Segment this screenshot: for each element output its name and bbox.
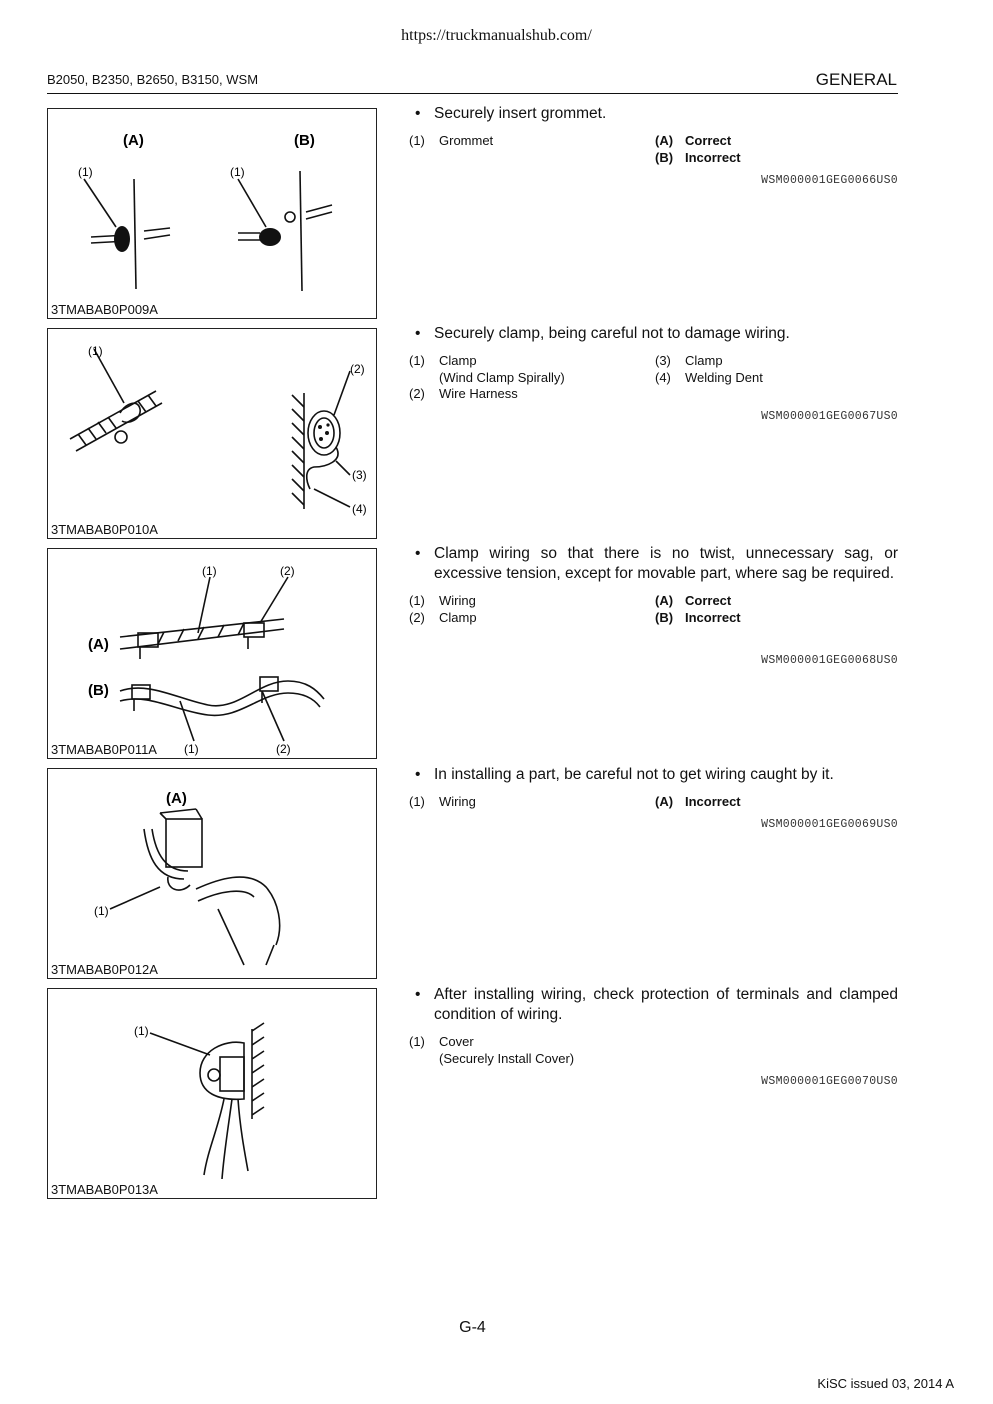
label-b: (B) [88, 682, 109, 699]
legend-item-continued: (Securely Install Cover) [439, 1050, 575, 1066]
legend [407, 133, 898, 166]
instruction-text: • Securely clamp, being careful not to damage wiring. [415, 325, 790, 342]
legend-right [655, 593, 741, 626]
label-b: (B) [294, 132, 315, 149]
legend-left [409, 593, 477, 626]
legend-item: (1) Clamp [409, 353, 477, 368]
legend [407, 353, 898, 403]
label-a: (A) [123, 132, 144, 149]
label-3: (3) [352, 468, 367, 482]
figure-caption: 3TMABAB0P011A [51, 742, 157, 757]
label-a: (A) [88, 636, 109, 653]
section-wiring-caught [407, 765, 898, 831]
figure-clamp [47, 328, 377, 539]
label-1b: (1) [184, 742, 199, 756]
label-1: (1) [202, 564, 217, 578]
reference-code: WSM000001GEG0070US0 [761, 1075, 898, 1088]
legend-item: (A) Incorrect [655, 794, 741, 809]
label-2: (2) [280, 564, 295, 578]
legend-item: (B) Incorrect [655, 609, 741, 625]
instruction-text: • In installing a part, be careful not to get wiring caught by it. [415, 766, 834, 783]
legend-item: (1) Cover [409, 1034, 474, 1049]
source-url[interactable]: https://truckmanualshub.com/ [401, 27, 592, 44]
figure-grommet [47, 108, 377, 319]
legend-item: (A) Correct [655, 133, 732, 148]
label-1: (1) [88, 344, 103, 358]
reference-code: WSM000001GEG0068US0 [761, 654, 898, 667]
figure-caption: 3TMABAB0P012A [51, 962, 158, 977]
label-1b: (1) [230, 165, 245, 179]
wiring-caught-illustration [48, 769, 378, 980]
section-grommet [407, 104, 898, 187]
legend-item: (4) Welding Dent [655, 369, 763, 385]
legend-item-continued: (Wind Clamp Spirally) [439, 369, 565, 385]
terminal-cover-illustration [48, 989, 378, 1200]
issue-note: KiSC issued 03, 2014 A [817, 1376, 954, 1391]
legend-item: (B) Incorrect [655, 149, 741, 165]
instruction-text: • After installing wiring, check protection of terminals and clamped condition of wiring. [415, 986, 898, 1023]
label-1: (1) [94, 904, 109, 918]
reference-code: WSM000001GEG0067US0 [761, 410, 898, 423]
instruction-text: • Securely insert grommet. [415, 105, 607, 122]
section-terminal-cover [407, 985, 898, 1088]
figure-terminal-cover [47, 988, 377, 1199]
figure-caption: 3TMABAB0P013A [51, 1182, 158, 1197]
label-2: (2) [350, 362, 365, 376]
legend-right [655, 133, 741, 166]
legend-right [655, 353, 763, 386]
section-clamp [407, 324, 898, 423]
label-2b: (2) [276, 742, 291, 756]
legend [407, 593, 898, 626]
legend-right [655, 794, 741, 811]
figure-caption: 3TMABAB0P009A [51, 302, 158, 317]
label-1a: (1) [78, 165, 93, 179]
reference-code: WSM000001GEG0066US0 [761, 174, 898, 187]
page-number: G-4 [459, 1319, 486, 1336]
section-wiring-sag [407, 544, 898, 667]
legend-item: (1) Wiring [409, 593, 476, 608]
legend-item: (3) Clamp [655, 353, 723, 368]
label-a: (A) [166, 790, 187, 807]
legend-item: (2) Wire Harness [409, 386, 518, 401]
model-list: B2050, B2350, B2650, B3150, WSM [47, 72, 259, 87]
legend [407, 794, 898, 811]
figure-caption: 3TMABAB0P010A [51, 522, 158, 537]
legend-left [409, 794, 476, 811]
wiring-sag-illustration [48, 549, 378, 760]
legend-item: (2) Clamp [409, 609, 477, 625]
legend-left [409, 133, 493, 150]
legend-item: (1) Grommet [409, 133, 494, 148]
legend-item: (1) Wiring [409, 794, 476, 809]
section-title: GENERAL [815, 70, 897, 89]
legend [407, 1034, 898, 1067]
instruction-text: • Clamp wiring so that there is no twist, unnecessary sag, or excessive tension, except for movable part, where sag be required. [415, 545, 898, 582]
figure-wiring-sag [47, 548, 377, 759]
legend-left [409, 353, 565, 403]
figure-wiring-caught [47, 768, 377, 979]
legend-left [409, 1034, 574, 1067]
label-1: (1) [134, 1024, 149, 1038]
label-4: (4) [352, 502, 367, 516]
reference-code: WSM000001GEG0069US0 [761, 818, 898, 831]
header-rule [47, 93, 898, 94]
clamp-illustration [48, 329, 378, 540]
grommet-illustration [48, 109, 378, 320]
legend-item: (A) Correct [655, 593, 732, 608]
